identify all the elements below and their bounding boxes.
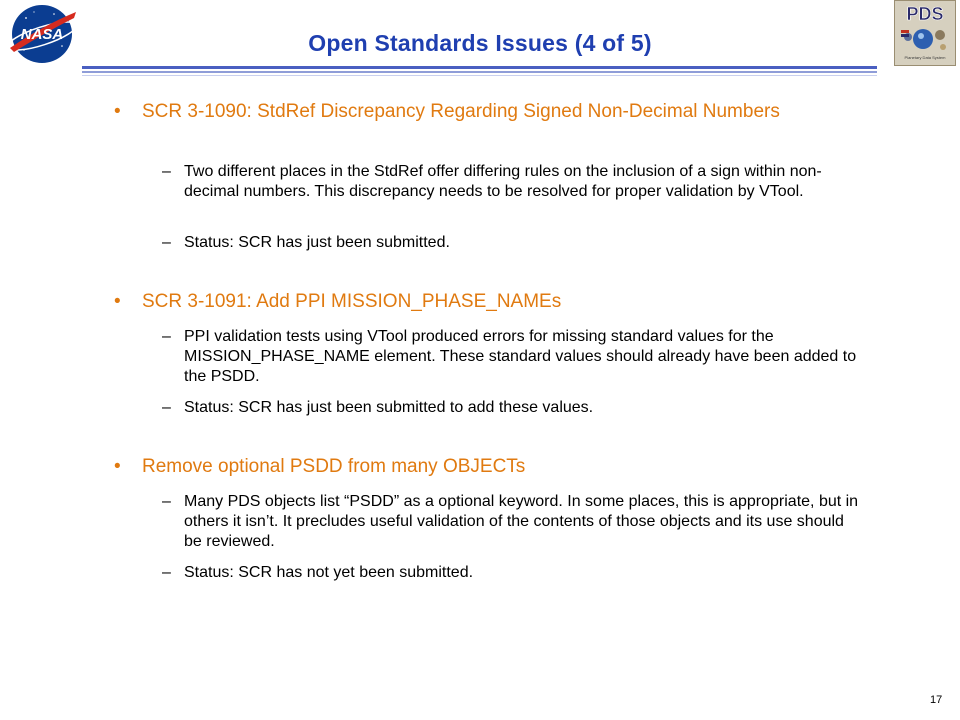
sub-bullet-text: Status: SCR has just been submitted to add these values. bbox=[184, 399, 594, 416]
sub-bullet-text: Status: SCR has just been submitted. bbox=[184, 234, 450, 251]
page-number: 17 bbox=[930, 694, 943, 706]
sub-bullet-marker: – bbox=[162, 234, 171, 251]
sub-bullet-marker: – bbox=[162, 564, 171, 581]
sub-bullet-text: Status: SCR has not yet been submitted. bbox=[184, 564, 474, 581]
sub-bullet-marker: – bbox=[162, 399, 171, 416]
bullet-heading: SCR 3-1090: StdRef Discrepancy Regarding Signed Non-Decimal Numbers bbox=[142, 101, 780, 122]
sub-bullet-text: PPI validation tests using VTool produced errors for missing standard values for the MISSION_PHASE_NAME element. These standard values should already have been added to the PSDD. bbox=[184, 328, 857, 385]
page-title: Open Standards Issues (4 of 5) bbox=[308, 30, 652, 56]
pds-logo-text: PDS bbox=[906, 4, 944, 24]
sub-bullet-marker: – bbox=[162, 163, 171, 180]
bullet-heading: Remove optional PSDD from many OBJECTs bbox=[142, 456, 526, 477]
nasa-logo-text: NASA bbox=[20, 26, 64, 43]
sub-bullet-text: Two different places in the StdRef offer differing rules on the inclusion of a sign within non-decimal numbers. This discrepancy needs to be resolved for proper validation by VTool. bbox=[184, 163, 822, 200]
pds-logo-subtext: Planetary Data System bbox=[904, 55, 946, 60]
sub-bullet-marker: – bbox=[162, 328, 171, 345]
sub-bullet-text: Many PDS objects list “PSDD” as a optional keyword. In some places, this is appropriate, but in others it isn’t. It precludes useful validation of the contents of those objects and its use should be reviewed. bbox=[184, 493, 859, 550]
sub-bullet-marker: – bbox=[162, 493, 171, 510]
bullet-heading: SCR 3-1091: Add PPI MISSION_PHASE_NAMEs bbox=[142, 291, 562, 312]
bullet-marker: • bbox=[114, 291, 121, 312]
bullet-marker: • bbox=[114, 101, 121, 122]
bullet-marker: • bbox=[114, 456, 121, 477]
